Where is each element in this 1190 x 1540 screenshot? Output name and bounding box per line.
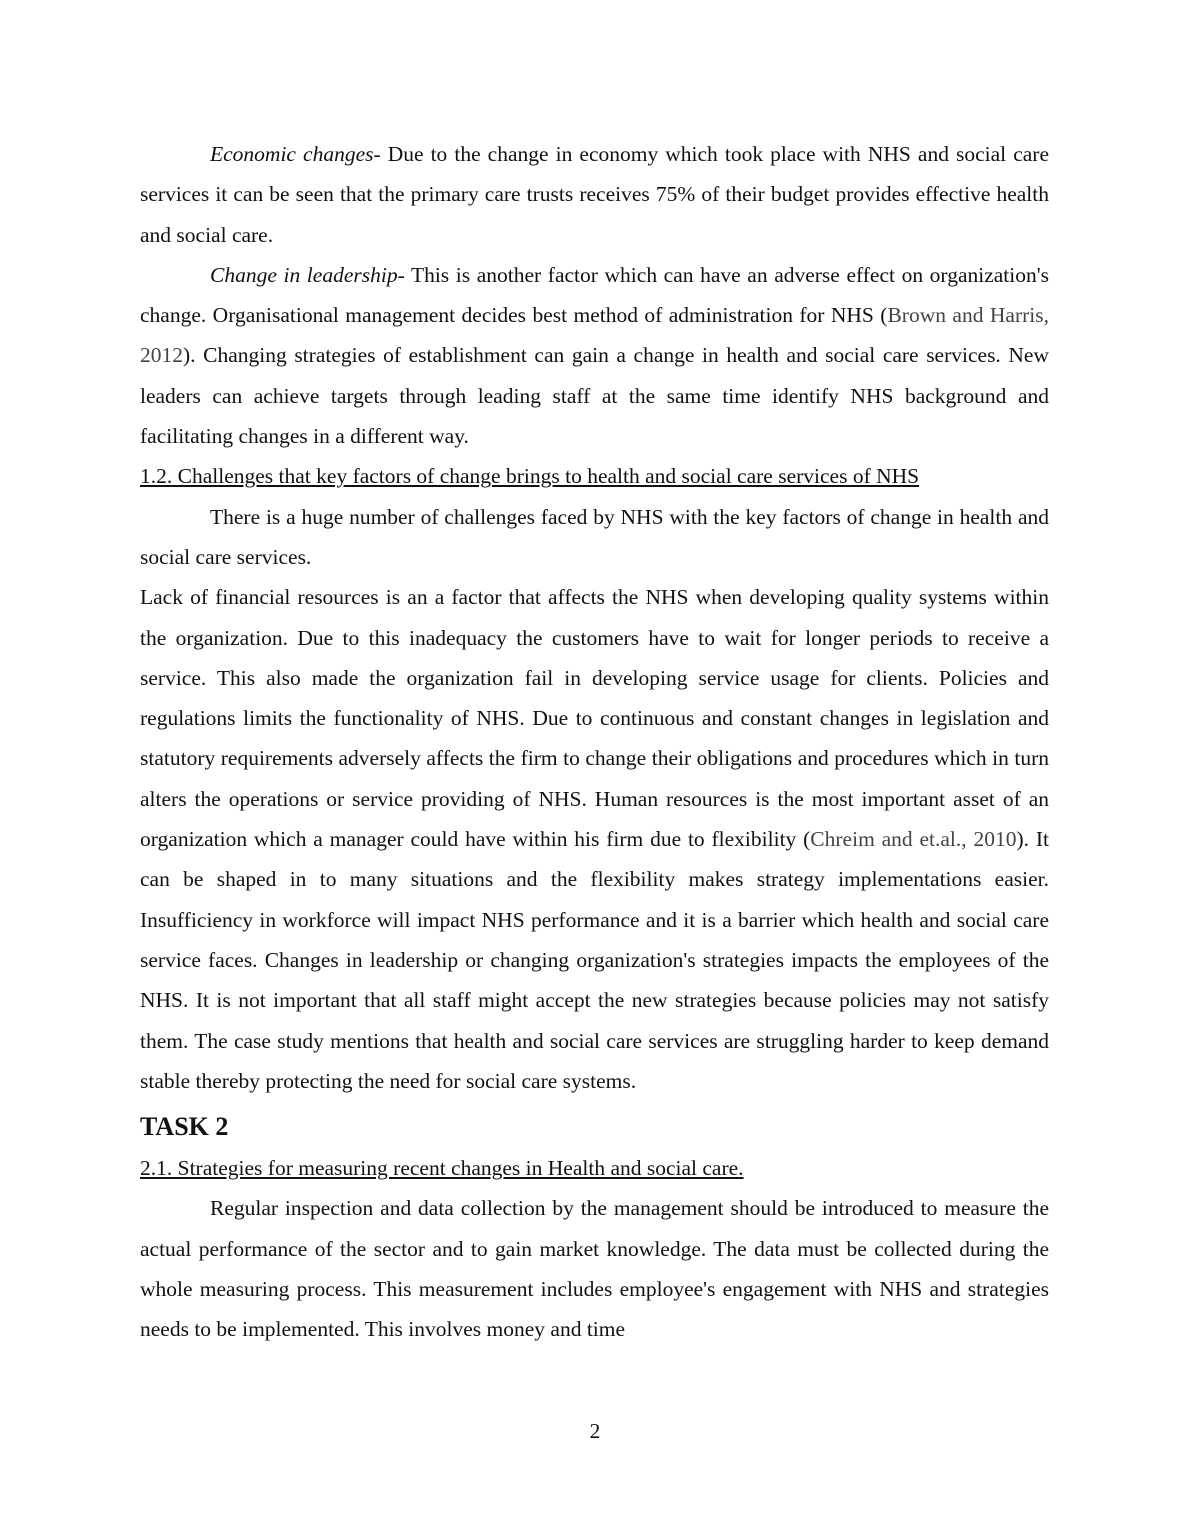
- paragraph-strategies: Regular inspection and data collection by the management should be introduced to measure the actual performance of the sector and to gain market knowledge. The data must be collected during the whole measuring process. This measurement includes employee's engagement with NHS and strategies needs to be implemented. This involves money and time: [140, 1196, 1049, 1342]
- paragraph-challenges-body: [140, 577, 1049, 1101]
- citation-brown-harris: Brown and Harris, 2012: [140, 303, 1049, 368]
- text-challenges-part-2: ). It can be shaped in to many situations and the flexibility makes strategy implementations easier. Insufficiency in workforce will impact NHS performance and it is a barrier which health and social care service faces. Changes in leadership or changing organization's strategies impacts the employees of the NHS. It is not important that all staff might accept the new strategies because policies may not satisfy them. The case study mentions that health and social care services are struggling harder to keep demand stable thereby protecting the need for social care systems.: [140, 827, 1050, 1093]
- text-economic-changes: - Due to the change in economy which took place with NHS and social care services it can be seen that the primary care trusts receives 75% of their budget provides effective health and social care.: [140, 142, 1049, 247]
- paragraph-economic-changes: [140, 134, 1049, 255]
- task-2-heading: TASK 2: [140, 1112, 229, 1142]
- document-page: [140, 134, 1049, 1350]
- section-heading-2-1: 2.1. Strategies for measuring recent changes in Health and social care.: [140, 1156, 744, 1181]
- text-leadership-part-2: ). Changing strategies of establishment can gain a change in health and social care services. New leaders can achieve targets through leading staff at the same time identify NHS background and facilitating changes in a different way.: [140, 343, 1049, 449]
- citation-chreim: Chreim and et.al., 2010: [810, 827, 1017, 852]
- text-leadership-part-1: - This is another factor which can have an adverse effect on organization's change. Organisational management decides best method of administration for NHS (: [140, 262, 1049, 328]
- paragraph-change-in-leadership: [140, 255, 1049, 456]
- page-number: 2: [589, 1419, 601, 1443]
- term-economic-changes: Economic changes: [210, 142, 374, 166]
- term-change-in-leadership: Change in leadership: [210, 262, 398, 287]
- text-challenges-part-1: Lack of financial resources is an a factor that affects the NHS when developing quality systems within the organization. Due to this inadequacy the customers have to wait for longer periods to receive a service. This also made the organization fail in developing service usage for clients. Policies and regulations limits the functionality of NHS. Due to continuous and constant changes in legislation and statutory requirements adversely affects the firm to change their obligations and procedures which in turn alters the operations or service providing of NHS. Human resources is the most important asset of an organization which a manager could have within his firm due to flexibility (: [140, 585, 1049, 852]
- section-heading-1-2: 1.2. Challenges that key factors of change brings to health and social care services of NHS: [140, 464, 920, 489]
- paragraph-challenges-intro: There is a huge number of challenges faced by NHS with the key factors of change in health and social care services.: [140, 504, 1049, 569]
